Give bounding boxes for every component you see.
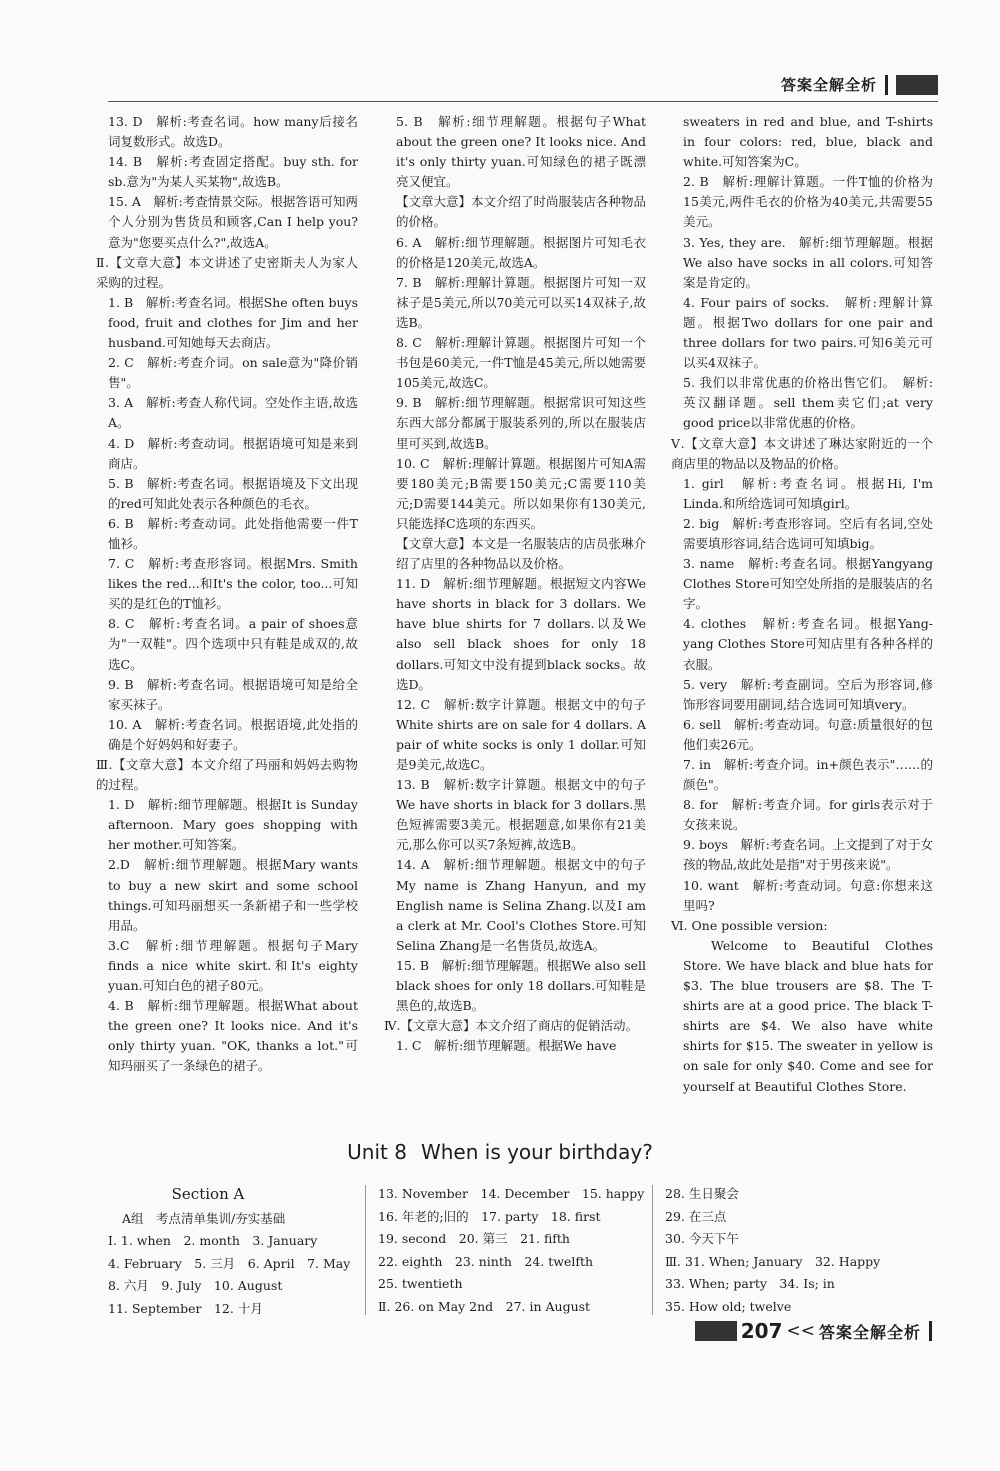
answer-line: 30. 今天下午 <box>665 1231 739 1246</box>
answer-item: 3. Yes, they are. 解析:细节理解题。根据We also have socks in all colors.可知答案是肯定的。 <box>683 234 933 290</box>
answer-item: 5. 我们以非常优惠的价格出售它们。 解析:英汉翻译题。sell them卖它们;at very good price以非常优惠的价格。 <box>683 375 933 431</box>
answer-item: 3. A 解析:考查人称代词。空处作主语,故选A。 <box>108 395 358 431</box>
answer-line: 19. second 20. 第三 21. fifth <box>378 1231 570 1246</box>
answer-line: Ⅱ. 26. on May 2nd 27. in August <box>378 1298 591 1314</box>
answer-item: 5. very 解析:考查副词。空后为形容词,修饰形容词要用副词,结合选词可知填very。 <box>683 676 933 712</box>
answer-item: 1. girl 解析:考查名词。根据Hi, I'm Linda.和所给选词可知填girl。 <box>683 475 933 511</box>
answer-line: 35. How old; twelve <box>665 1298 792 1314</box>
answer-line: 13. November 14. December 15. happy <box>378 1186 645 1201</box>
answer-item: 7. B 解析:理解计算题。根据图片可知一双袜子是5美元,所以70美元可以买14双袜子,故选B。 <box>396 274 646 330</box>
header-title: 答案全解全析 <box>780 76 877 94</box>
section-summary: 【文章大意】本文是一名服装店的店员张琳介绍了店里的各种物品以及价格。 <box>396 535 647 572</box>
answer-item: 5. B 解析:考查名词。根据语境及下文出现的red可知此处表示各种颜色的毛衣。 <box>108 475 358 511</box>
answer-item: 7. C 解析:考查形容词。根据Mrs. Smith likes the red...和It's the color, too...可知买的是红色的T恤衫。 <box>108 556 358 612</box>
answer-item: 4. Four pairs of socks. 解析:理解计算题。根据Two dollars for one pair and three dollars for two pairs.可知6美元可以买4双袜子。 <box>683 294 933 371</box>
answer-item: 6. B 解析:考查动词。此处指他需要一件T恤衫。 <box>108 515 358 551</box>
header-rule <box>108 101 938 102</box>
page-number: 207 <box>740 1319 783 1343</box>
answer-column-3 <box>671 112 933 1097</box>
answer-line: 25. twentieth <box>378 1276 463 1291</box>
section-heading: Ⅴ.【文章大意】本文讲述了琳达家附近的一个商店里的物品以及物品的价格。 <box>671 435 933 471</box>
answer-item: 2.D 解析:细节理解题。根据Mary wants to buy a new skirt and some school things.可知玛丽想买一条新裙子和一些学校用品。 <box>108 857 358 933</box>
chevron-left-icon: << <box>786 1321 815 1341</box>
section-title: Section A <box>171 1185 245 1203</box>
answer-item: 1. B 解析:考查名词。根据She often buys food, fruit and clothes for Jim and her husband.可知她每天去商店。 <box>108 294 358 351</box>
unit-title <box>0 1140 1000 1164</box>
answer-item: 3. name 解析:考查名词。根据Yangyang Clothes Store可知空处所指的是服装店的名字。 <box>683 556 933 612</box>
bottom-column-1 <box>108 1183 350 1320</box>
answer-column-2 <box>384 112 647 1056</box>
footer-title: 答案全解全析 <box>818 1322 921 1342</box>
answer-line: 11. September 12. 十月 <box>108 1300 263 1316</box>
answer-item: 4. B 解析:细节理解题。根据What about the green one? It looks nice. And it's only thirty yuan. "OK, thanks a lot."可知玛丽买了一条绿色的裙子。 <box>108 998 358 1074</box>
answer-item: 12. C 解析:数字计算题。根据文中的句子White shirts are on sale for 4 dollars. A pair of white socks is only 1 dollar.可知是9美元,故选C。 <box>396 696 646 772</box>
answer-item: 6. A 解析:细节理解题。根据图片可知毛衣的价格是120美元,故选A。 <box>396 234 646 270</box>
answer-line: 4. February 5. 三月 6. April 7. May <box>108 1255 351 1271</box>
answer-item: 13. B 解析:数字计算题。根据文中的句子We have shorts in black for 3 dollars.黑色短裤需要3美元。根据题意,如果你有21美元,那么你可以买7条短裤,故选B。 <box>396 777 646 853</box>
answer-item: 6. sell 解析:考查动词。句意:质量很好的包他们卖26元。 <box>683 716 933 752</box>
section-heading: Ⅲ.【文章大意】本文介绍了玛丽和妈妈去购物的过程。 <box>96 757 358 793</box>
answer-item: 15. B 解析:细节理解题。根据We also sell black shoes for only 18 dollars.可知鞋是黑色的,故选B。 <box>396 957 646 1014</box>
answer-item: 8. for 解析:考查介词。for girls表示对于女孩来说。 <box>683 797 933 833</box>
answer-item: 8. C 解析:考查名词。a pair of shoes意为"一双鞋"。四个选项中只有鞋是成双的,故选C。 <box>108 616 358 672</box>
answer-item: 11. D 解析:细节理解题。根据短文内容We have shorts in black for 3 dollars. We have blue shirts for 7 dollars.以及We also sell black shoes for only 18 dollars.可知文中没有提到black socks。故选D。 <box>396 576 646 692</box>
answer-item: 1. C 解析:细节理解题。根据We have <box>396 1038 617 1054</box>
header-bar <box>885 75 888 95</box>
answer-line: 8. 六月 9. July 10. August <box>108 1278 283 1293</box>
answer-item: 9. B 解析:考查名词。根据语境可知是给全家买袜子。 <box>108 676 358 712</box>
answer-line: 22. eighth 23. ninth 24. twelfth <box>378 1253 594 1269</box>
answer-item: 15. A 解析:考查情景交际。根据答语可知两个人分别为售货员和顾客,Can I help you?意为"您要买点什么?",故选A。 <box>108 194 358 250</box>
answer-line: 16. 年老的;旧的 17. party 18. first <box>378 1208 601 1224</box>
answer-item: 5. B 解析:细节理解题。根据句子What about the green one? It looks nice. And it's only thirty yuan.可知绿色的裙子既漂亮又便宜。 <box>396 114 646 190</box>
footer-bar <box>929 1321 932 1341</box>
column-divider <box>365 1185 366 1315</box>
answer-item: 1. D 解析:细节理解题。根据It is Sunday afternoon. Mary goes shopping with her mother.可知答案。 <box>108 797 358 853</box>
sample-essay: Welcome to Beautiful Clothes Store. We have black and blue hats for $3. The blue trousers are $8. The T-shirts are at a good price. The black T-shirts are $4. We also have white shirts for $15. The sweater in yellow is on sale for only $40. Come and see for yourself at Beautiful Clothes Store. <box>683 937 933 1094</box>
answer-item: 10. C 解析:理解计算题。根据图片可知A需要180美元;B需要150美元;C需要110美元;D需要144美元。所以如果你有130美元,只能选择C选项的东西买。 <box>396 455 646 531</box>
page-header <box>781 74 938 95</box>
answer-item: 2. big 解析:考查形容词。空后有名词,空处需要填形容词,结合选词可知填big。 <box>683 515 933 551</box>
answer-item: 3.C 解析:细节理解题。根据句子Mary finds a nice white skirt.和It's eighty yuan.可知白色的裙子80元。 <box>108 937 358 994</box>
answer-line: Ⅰ. 1. when 2. month 3. January <box>108 1233 318 1248</box>
answer-line: 33. When; party 34. Is; in <box>665 1276 835 1291</box>
footer-block <box>695 1321 737 1341</box>
page-footer <box>695 1319 932 1343</box>
bottom-column-2 <box>378 1183 644 1318</box>
answer-item: 14. B 解析:考查固定搭配。buy sth. for sb.意为"为某人买某物",故选B。 <box>108 154 358 190</box>
answer-item: 4. clothes 解析:考查名词。根据Yang-yang Clothes Store可知店里有各种各样的衣服。 <box>683 616 933 672</box>
answer-line: 29. 在三点 <box>665 1208 727 1224</box>
answer-item: 4. D 解析:考查动词。根据语境可知是来到商店。 <box>108 435 358 471</box>
answer-item: 7. in 解析:考查介词。in+颜色表示"……的颜色"。 <box>683 757 933 793</box>
section-heading: Ⅵ. One possible version: <box>671 917 828 933</box>
answer-line: 28. 生日聚会 <box>665 1186 739 1201</box>
group-line: A组 考点清单集训/夯实基础 <box>122 1210 286 1226</box>
answer-item: 9. B 解析:细节理解题。根据常识可知这些东西大部分都属于服装系列的,所以在服装店里可买到,故选B。 <box>396 395 646 451</box>
section-heading: Ⅱ.【文章大意】本文讲述了史密斯夫人为家人采购的过程。 <box>96 254 358 290</box>
answer-item: 9. boys 解析:考查名词。上文提到了对于女孩的物品,故此处是指"对于男孩来说"。 <box>683 837 933 873</box>
answer-item: 13. D 解析:考查名词。how many后接名词复数形式。故选D。 <box>108 114 358 150</box>
bottom-column-3 <box>665 1183 880 1318</box>
column-divider <box>652 1185 653 1315</box>
answer-item: 10. want 解析:考查动词。句意:你想来这里吗? <box>683 877 933 913</box>
unit-number: Unit 8 <box>347 1140 407 1164</box>
answer-item: 14. A 解析:细节理解题。根据文中的句子My name is Zhang Hanyun, and my English name is Selina Zhang.以及I am a clerk at Mr. Cool's Clothes Store.可知Selina Zhang是一名售货员,故选A。 <box>396 857 646 953</box>
answer-item: 8. C 解析:理解计算题。根据图片可知一个书包是60美元,一件T恤是45美元,所以她需要105美元,故选C。 <box>396 335 646 391</box>
header-block <box>896 75 938 95</box>
answer-line: Ⅲ. 31. When; January 32. Happy <box>665 1253 881 1269</box>
answer-column-1 <box>96 112 358 1077</box>
answer-item: sweaters in red and blue, and T-shirts in four colors: red, blue, black and white.可知答案为C。 <box>683 114 933 170</box>
unit-name: When is your birthday? <box>420 1140 653 1164</box>
answer-item: 10. A 解析:考查名词。根据语境,此处指的确是个好妈妈和好妻子。 <box>108 716 358 752</box>
section-heading: Ⅳ.【文章大意】本文介绍了商店的促销活动。 <box>384 1018 638 1034</box>
answer-item: 2. B 解析:理解计算题。一件T恤的价格为15美元,两件毛衣的价格为40美元,共需要55美元。 <box>683 174 933 230</box>
answer-item: 2. C 解析:考查介词。on sale意为"降价销售"。 <box>108 355 358 391</box>
section-summary: 【文章大意】本文介绍了时尚服装店各种物品的价格。 <box>396 194 647 230</box>
